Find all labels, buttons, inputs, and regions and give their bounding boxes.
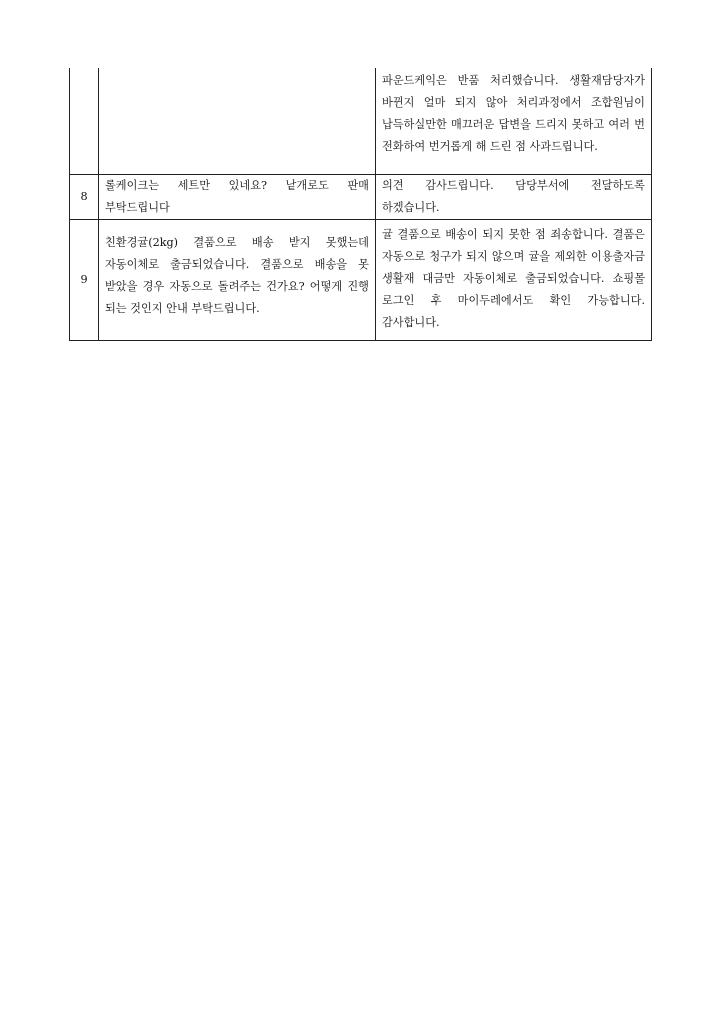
question-cell	[99, 175, 376, 220]
row-number-cell	[70, 68, 99, 175]
question-text: 롤케이크는 세트만 있네요? 낱개로도 판매 부탁드립니다	[105, 179, 369, 214]
answer-cell	[376, 220, 652, 341]
answer-cell	[376, 175, 652, 220]
row-number: 8	[80, 190, 88, 203]
row-number-cell	[70, 175, 99, 220]
row-number: 9	[80, 273, 88, 286]
table-row	[70, 220, 652, 341]
table-row	[70, 175, 652, 220]
qa-table	[69, 68, 652, 341]
answer-cell	[376, 68, 652, 175]
answer-text: 귤 결품으로 배송이 되지 못한 점 죄송합니다. 결품은 자동으로 청구가 되지 않으며 귤을 제외한 이용출자금 생활재 대금만 자동이체로 출금되었습니다. 쇼핑몰 로그인 후 마이두레에서도 확인 가능합니다. 감사합니다.	[382, 228, 645, 329]
answer-text: 의견 감사드립니다. 담당부서에 전달하도록 하겠습니다.	[382, 179, 645, 214]
answer-text: 파운드케익은 반품 처리했습니다. 생활재담당자가 바뀐지 얼마 되지 않아 처리과정에서 조합원님이 납득하실만한 매끄러운 답변을 드리지 못하고 여러 번 전화하여 번거롭게 해 드린 점 사과드립니다.	[382, 74, 645, 153]
question-text: 친환경귤(2kg) 결품으로 배송 받지 못했는데 자동이체로 출금되었습니다. 결품으로 배송을 못 받았을 경우 자동으로 돌려주는 건가요? 어떻게 진행 되는 것인지 안내 부탁드립니다.	[105, 236, 369, 315]
row-number-cell	[70, 220, 99, 341]
question-cell	[99, 220, 376, 341]
question-cell	[99, 68, 376, 175]
table-row	[70, 68, 652, 175]
